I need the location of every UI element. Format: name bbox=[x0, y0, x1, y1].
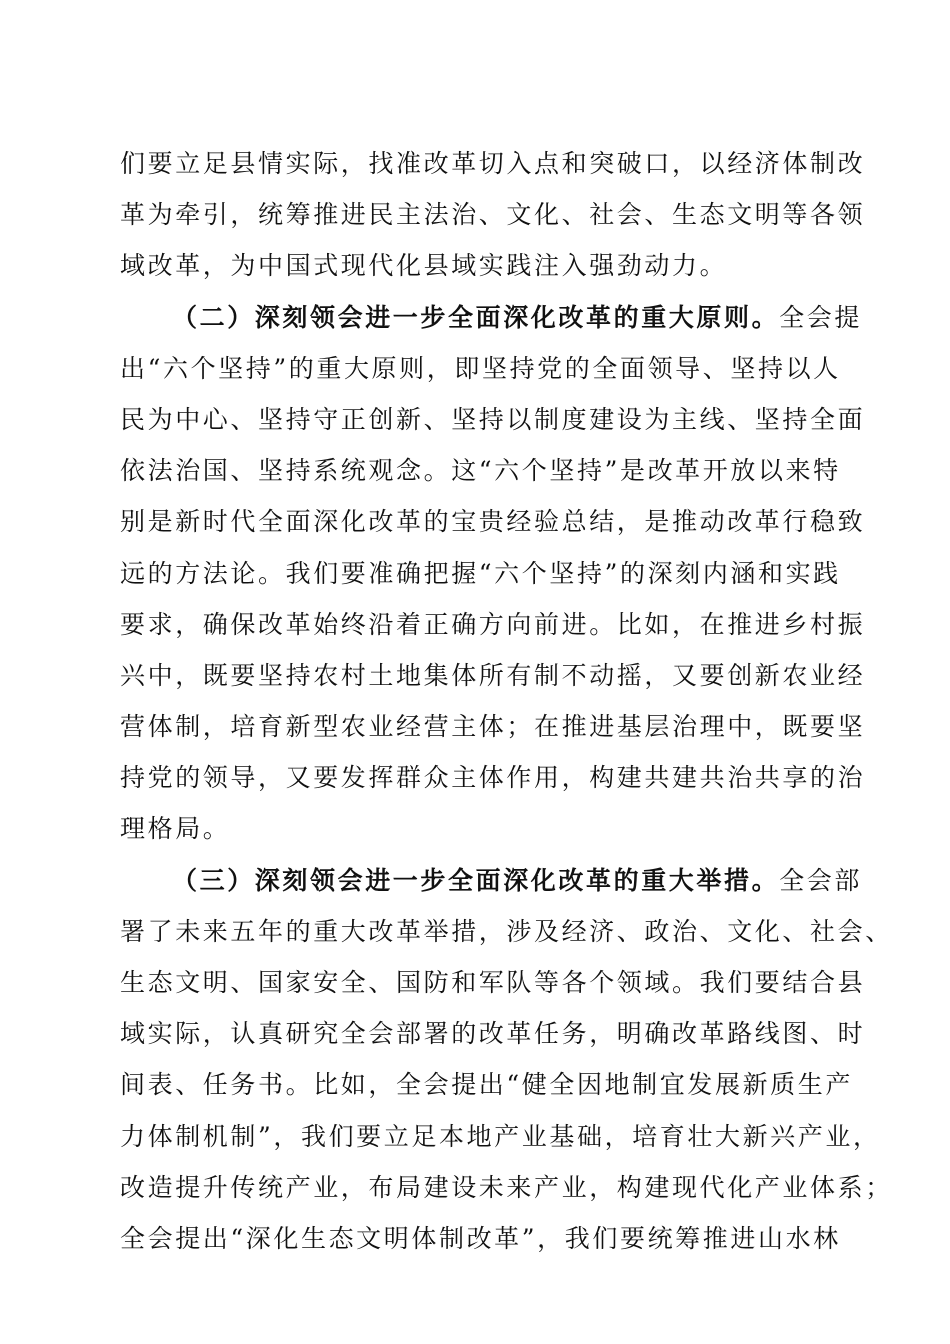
text-line: 域实际，认真研究全会部署的改革任务，明确改革路线图、时 bbox=[120, 1019, 866, 1049]
text-line: 远的方法论。我们要准确把握“六个坚持”的深刻内涵和实践 bbox=[120, 558, 841, 588]
text-line: 要求，确保改革始终沿着正确方向前进。比如，在推进乡村振 bbox=[120, 609, 866, 639]
text-line: 别是新时代全面深化改革的宝贵经验总结，是推动改革行稳致 bbox=[120, 507, 866, 537]
text-line: 生态文明、国家安全、国防和军队等各个领域。我们要结合县 bbox=[120, 968, 866, 997]
text-line: 兴中，既要坚持农村土地集体所有制不动摇，又要创新农业经 bbox=[120, 660, 866, 690]
text-line: 们要立足县情实际，找准改革切入点和突破口，以经济体制改 bbox=[120, 149, 866, 178]
section-heading: （二）深刻领会进一步全面深化改革的重大原则。 bbox=[172, 302, 780, 332]
text-line: 力体制机制”，我们要立足本地产业基础，培育壮大新兴产业， bbox=[120, 1121, 881, 1151]
document-body bbox=[120, 138, 893, 1264]
text-line: 革为牵引，统筹推进民主法治、文化、社会、生态文明等各领 bbox=[120, 200, 866, 230]
text-line: 民为中心、坚持守正创新、坚持以制度建设为主线、坚持全面 bbox=[120, 404, 866, 434]
text-line: 署了未来五年的重大改革举措，涉及经济、政治、文化、社会、 bbox=[120, 916, 893, 946]
paragraph-measures bbox=[120, 855, 893, 1265]
paragraph-principles bbox=[120, 292, 866, 855]
text-line: 持党的领导，又要发挥群众主体作用，构建共建共治共享的治 bbox=[120, 763, 866, 793]
text-line: 出“六个坚持”的重大原则，即坚持党的全面领导、坚持以人 bbox=[120, 353, 841, 383]
text-line: 域改革，为中国式现代化县域实践注入强劲动力。 bbox=[120, 251, 728, 281]
text-run: 全会部 bbox=[779, 865, 863, 895]
text-run: 全会提 bbox=[779, 302, 863, 332]
paragraph-first-line bbox=[120, 292, 863, 343]
text-line: 依法治国、坚持系统观念。这“六个坚持”是改革开放以来特 bbox=[120, 456, 841, 486]
text-line: 改造提升传统产业，布局建设未来产业，构建现代化产业体系； bbox=[120, 1172, 893, 1202]
section-heading: （三）深刻领会进一步全面深化改革的重大举措。 bbox=[172, 865, 780, 895]
paragraph-continuation bbox=[120, 138, 866, 292]
text-line: 全会提出“深化生态文明体制改革”，我们要统筹推进山水林 bbox=[120, 1223, 841, 1253]
paragraph-first-line bbox=[120, 855, 863, 906]
text-line: 间表、任务书。比如，全会提出“健全因地制宜发展新质生产 bbox=[120, 1070, 853, 1100]
text-line: 理格局。 bbox=[120, 814, 231, 844]
text-line: 营体制，培育新型农业经营主体；在推进基层治理中，既要坚 bbox=[120, 712, 866, 742]
